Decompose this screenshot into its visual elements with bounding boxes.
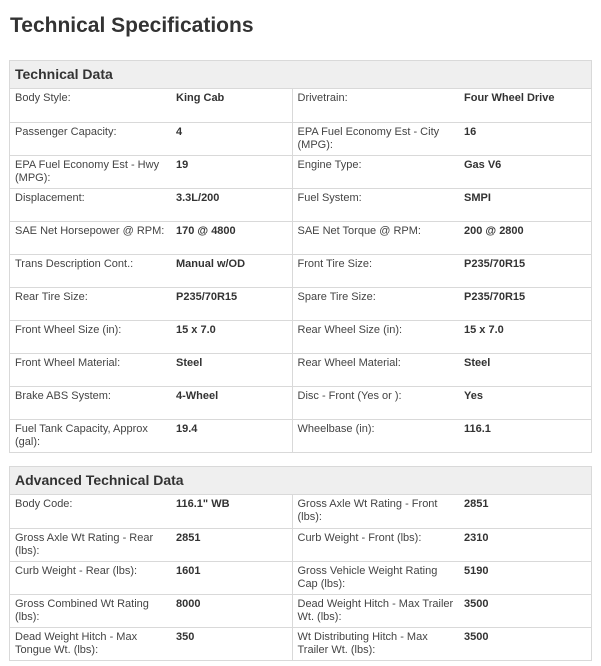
spec-row [10, 155, 591, 188]
spec-value: 19 [171, 155, 292, 188]
spec-value: 3500 [464, 630, 489, 643]
spec-row [10, 419, 591, 452]
spec-label: SAE Net Horsepower @ RPM: [10, 221, 171, 254]
spec-value: P235/70R15 [459, 254, 591, 287]
spec-label: Rear Tire Size: [10, 287, 171, 320]
spec-value: SMPI [459, 188, 591, 221]
spec-label: Spare Tire Size: [292, 287, 459, 320]
spec-row [10, 528, 591, 561]
spec-label: Rear Wheel Material: [292, 353, 459, 386]
spec-label: Body Style: [10, 89, 171, 122]
spec-row [10, 561, 591, 594]
spec-label: Engine Type: [292, 155, 459, 188]
spec-value: 170 @ 4800 [171, 221, 292, 254]
spec-label: Gross Axle Wt Rating - Rear (lbs): [10, 528, 171, 561]
spec-row [10, 627, 591, 660]
spec-label: Body Code: [10, 495, 171, 528]
spec-value: 15 x 7.0 [459, 320, 591, 353]
spec-value: 350 [171, 627, 292, 660]
spec-value: Four Wheel Drive [459, 89, 591, 122]
spec-row [10, 188, 591, 221]
spec-value: 16 [459, 122, 591, 155]
spec-value: Yes [459, 386, 591, 419]
spec-value: 5190 [459, 561, 591, 594]
spec-label: Curb Weight - Front (lbs): [292, 528, 459, 561]
spec-value: 1601 [171, 561, 292, 594]
spec-label: EPA Fuel Economy Est - City (MPG): [292, 122, 459, 155]
spec-label: Dead Weight Hitch - Max Trailer Wt. (lbs): [292, 594, 459, 627]
technical-data-header: Technical Data [10, 61, 591, 89]
spec-label: Trans Description Cont.: [10, 254, 171, 287]
spec-value: P235/70R15 [459, 287, 591, 320]
advanced-technical-data-section [9, 466, 592, 661]
spec-label: Fuel System: [292, 188, 459, 221]
spec-value: 4 [171, 122, 292, 155]
spec-value: 19.4 [171, 419, 292, 452]
spec-label: Brake ABS System: [10, 386, 171, 419]
spec-value: 116.1" WB [171, 495, 292, 528]
spec-label: Wt Distributing Hitch - Max Trailer Wt. (lbs): [297, 630, 428, 656]
spec-label: Fuel Tank Capacity, Approx (gal): [15, 422, 148, 448]
spec-label: Front Wheel Size (in): [10, 320, 171, 353]
technical-data-table [10, 89, 591, 452]
page-title: Technical Specifications [10, 14, 254, 37]
spec-row [10, 221, 591, 254]
spec-label: Gross Axle Wt Rating - Front (lbs): [292, 495, 459, 528]
spec-value: P235/70R15 [171, 287, 292, 320]
spec-label: Gross Combined Wt Rating (lbs): [10, 594, 171, 627]
spec-label: Drivetrain: [292, 89, 459, 122]
spec-label: Displacement: [10, 188, 171, 221]
spec-row [10, 254, 591, 287]
spec-label: Front Wheel Material: [10, 353, 171, 386]
spec-value: 4-Wheel [171, 386, 292, 419]
spec-value: 2851 [459, 495, 591, 528]
spec-value: 116.1 [464, 422, 491, 435]
spec-value: 2310 [459, 528, 591, 561]
spec-row [10, 594, 591, 627]
spec-value: King Cab [171, 89, 292, 122]
spec-label: Front Tire Size: [292, 254, 459, 287]
spec-value: Manual w/OD [171, 254, 292, 287]
spec-value: Gas V6 [459, 155, 591, 188]
spec-row [10, 386, 591, 419]
spec-value: 8000 [171, 594, 292, 627]
advanced-technical-data-header: Advanced Technical Data [10, 467, 591, 495]
spec-label: Dead Weight Hitch - Max Tongue Wt. (lbs): [15, 630, 138, 656]
spec-value: 3.3L/200 [171, 188, 292, 221]
advanced-technical-data-table [10, 495, 591, 660]
spec-value: 200 @ 2800 [459, 221, 591, 254]
spec-value: 2851 [171, 528, 292, 561]
spec-label: Rear Wheel Size (in): [292, 320, 459, 353]
spec-label: Wheelbase (in): [297, 422, 375, 435]
spec-value: 15 x 7.0 [171, 320, 292, 353]
spec-label: Curb Weight - Rear (lbs): [10, 561, 171, 594]
spec-value: Steel [171, 353, 292, 386]
spec-row [10, 320, 591, 353]
spec-label: EPA Fuel Economy Est - Hwy (MPG): [10, 155, 171, 188]
spec-value: Steel [459, 353, 591, 386]
spec-value: 3500 [459, 594, 591, 627]
technical-data-section [9, 60, 592, 453]
spec-label: SAE Net Torque @ RPM: [292, 221, 459, 254]
spec-row [10, 89, 591, 122]
spec-row [10, 287, 591, 320]
spec-row [10, 495, 591, 528]
spec-label: Disc - Front (Yes or ): [292, 386, 459, 419]
spec-row [10, 122, 591, 155]
spec-row [10, 353, 591, 386]
spec-label: Gross Vehicle Weight Rating Cap (lbs): [292, 561, 459, 594]
spec-label: Passenger Capacity: [10, 122, 171, 155]
